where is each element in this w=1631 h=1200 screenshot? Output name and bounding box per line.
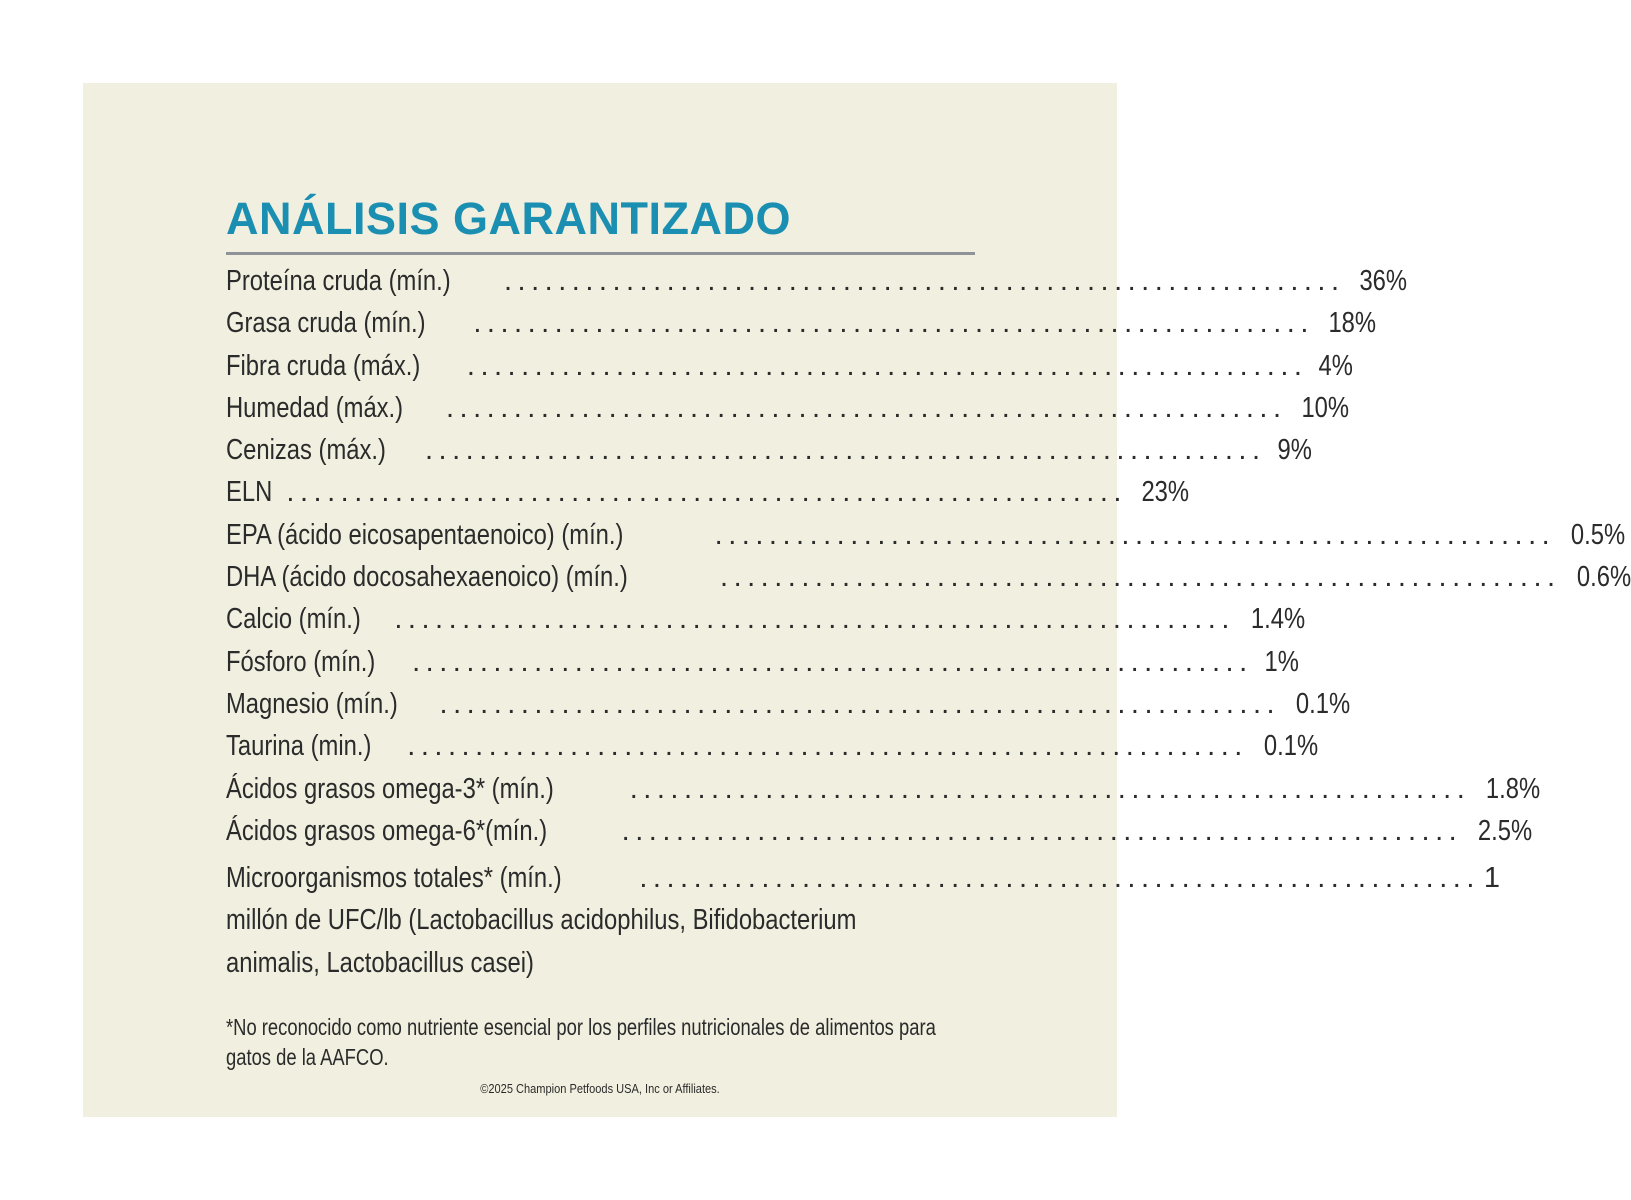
dot-leader: ..............................................................: [639, 862, 1480, 895]
copyright: ©2025 Champion Petfoods USA, Inc or Affiliates.: [480, 1081, 720, 1096]
microorganisms-detail-line-1: millón de UFC/lb (Lactobacillus acidophilus, Bifidobacterium: [226, 904, 857, 937]
nutrient-label: Fibra cruda (máx.): [226, 349, 421, 382]
nutrient-value: 4%: [1318, 349, 1354, 382]
analysis-row: [226, 645, 1299, 688]
footnote: *No reconocido como nutriente esencial por los perfiles nutricionales de alimentos para gatos de la AAFCO.: [226, 1014, 936, 1071]
nutrient-value: 1.4%: [1250, 603, 1306, 636]
dot-leader: ..............................................................: [412, 645, 1253, 678]
nutrient-value: 2.5%: [1478, 814, 1533, 847]
microorganisms-value: 1: [1483, 862, 1501, 895]
nutrient-value: 0.1%: [1263, 730, 1318, 763]
dot-leader: ..............................................................: [439, 687, 1281, 720]
dot-leader: ..............................................................: [407, 730, 1248, 763]
nutrient-value: 9%: [1277, 434, 1312, 467]
nutrient-label: Proteína cruda (mín.): [226, 265, 451, 297]
dot-leader: ..............................................................: [445, 391, 1287, 424]
analysis-row: [226, 349, 1354, 392]
nutrient-value: 18%: [1328, 307, 1376, 340]
nutrient-label: Calcio (mín.): [226, 603, 361, 636]
analysis-row: [226, 772, 1541, 815]
nutrient-value: 36%: [1358, 265, 1407, 297]
dot-leader: ..............................................................: [286, 476, 1127, 509]
dot-leader: ..............................................................: [473, 307, 1314, 340]
title-divider: [226, 252, 975, 255]
dot-leader: ..............................................................: [621, 814, 1463, 847]
nutrient-label: ELN: [226, 476, 273, 509]
analysis-row: [226, 434, 1312, 476]
analysis-row: [226, 265, 1407, 307]
nutrient-value: 23%: [1141, 476, 1190, 509]
dot-leader: ..............................................................: [394, 603, 1235, 636]
analysis-row: [226, 687, 1351, 730]
page-title: ANÁLISIS GARANTIZADO: [226, 193, 791, 244]
dot-leader: ..............................................................: [629, 772, 1471, 805]
nutrient-label: Ácidos grasos omega-6*(mín.): [226, 814, 548, 847]
analysis-row: [226, 561, 1631, 603]
nutrient-label: EPA (ácido eicosapentaenoico) (mín.): [226, 518, 624, 551]
dot-leader: ..............................................................: [425, 434, 1266, 467]
analysis-row: [226, 814, 1533, 857]
analysis-card: [83, 83, 1631, 1117]
analysis-row: [226, 307, 1376, 349]
nutrient-label: Grasa cruda (mín.): [226, 307, 426, 340]
dot-leader: ..............................................................: [504, 265, 1345, 297]
nutrient-label: Taurina (min.): [226, 730, 372, 763]
analysis-row: [226, 518, 1626, 561]
nutrient-label: DHA (ácido docosahexaenoico) (mín.): [226, 561, 628, 594]
analysis-row: [226, 476, 1190, 518]
dot-leader: ..............................................................: [714, 518, 1556, 551]
analysis-content: [226, 190, 1631, 1072]
analysis-row: [226, 391, 1349, 434]
nutrient-value: 10%: [1300, 391, 1349, 424]
nutrient-value: 1%: [1264, 645, 1299, 678]
analysis-row: [226, 730, 1318, 772]
dot-leader: ..............................................................: [466, 349, 1308, 382]
nutrient-label: Cenizas (máx.): [226, 434, 386, 467]
nutrient-value: 0.6%: [1576, 561, 1631, 594]
nutrient-value: 0.1%: [1295, 687, 1351, 720]
nutrient-label: Ácidos grasos omega-3* (mín.): [226, 772, 554, 805]
microorganisms-entry: [226, 857, 1501, 984]
nutrient-value: 0.5%: [1571, 518, 1626, 551]
nutrient-label: Fósforo (mín.): [226, 645, 376, 678]
analysis-row: [226, 603, 1306, 645]
nutrient-label: Humedad (máx.): [226, 391, 404, 424]
analysis-table: [226, 265, 1631, 857]
microorganisms-label: Microorganismos totales* (mín.): [226, 862, 562, 895]
microorganisms-detail-line-2: animalis, Lactobacillus casei): [226, 946, 534, 979]
nutrient-label: Magnesio (mín.): [226, 687, 398, 720]
nutrient-value: 1.8%: [1486, 772, 1541, 805]
dot-leader: ..............................................................: [720, 561, 1561, 594]
